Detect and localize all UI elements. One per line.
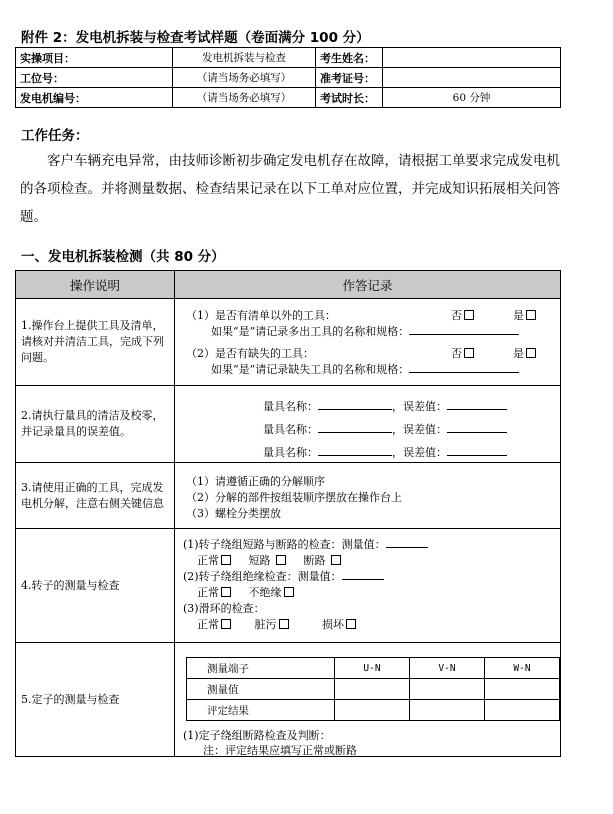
section-heading: 一、发电机拆装检测（共 80 分） <box>21 249 225 265</box>
step-2-answer <box>175 386 561 463</box>
stator-value-row <box>187 679 560 700</box>
gauge-name-label: 量具名称： <box>263 400 318 413</box>
field-admission-no[interactable] <box>383 68 561 88</box>
option-yes[interactable] <box>513 345 536 361</box>
cell-w-n: W-N <box>485 658 560 679</box>
option-label: 短路 <box>248 554 271 567</box>
stator-header-row <box>187 658 560 679</box>
gauge-name-blank[interactable] <box>318 398 392 410</box>
gauge-name-label: 量具名称： <box>263 423 318 436</box>
label-project: 实操项目： <box>16 48 173 68</box>
checkbox[interactable] <box>279 619 289 629</box>
error-label: ，误差值： <box>392 423 447 436</box>
task-heading: 工作任务： <box>21 128 89 144</box>
option-normal[interactable] <box>197 586 231 599</box>
checkbox[interactable] <box>346 619 356 629</box>
gauge-line <box>263 421 507 437</box>
cell-u-n: U-N <box>335 658 410 679</box>
rotor-insulation-check <box>183 568 384 584</box>
cell-value-label: 测量值 <box>187 679 335 700</box>
col-header-instructions: 操作说明 <box>16 271 175 299</box>
checkbox[interactable] <box>221 555 231 565</box>
step-5-desc: 5.定子的测量与检查 <box>16 643 175 757</box>
info-row <box>16 48 561 68</box>
input-u-n-result[interactable] <box>335 700 410 721</box>
label-admission-no: 准考证号： <box>316 68 383 88</box>
checkbox[interactable] <box>221 587 231 597</box>
gauge-name-blank[interactable] <box>318 421 392 433</box>
gauge-line <box>263 444 507 460</box>
rotor-short-open-check <box>183 536 428 552</box>
option-label: 正常 <box>197 586 219 599</box>
q-missing-tools-detail <box>211 361 519 377</box>
value-project: 发电机拆装与检查 <box>173 48 316 68</box>
input-w-n-value[interactable] <box>485 679 560 700</box>
option-damaged[interactable] <box>322 618 356 631</box>
table-row <box>16 463 561 529</box>
input-v-n-value[interactable] <box>410 679 485 700</box>
option-short[interactable] <box>249 554 287 567</box>
error-blank[interactable] <box>447 421 507 433</box>
option-label: 是 <box>513 309 524 322</box>
task-table <box>15 270 561 757</box>
prompt-text: (1)转子绕组短路与断路的检查：测量值： <box>183 538 386 551</box>
error-blank[interactable] <box>447 444 507 456</box>
prompt-text: 如果“是”请记录多出工具的名称和规格： <box>211 325 410 338</box>
checkbox[interactable] <box>464 310 474 320</box>
stator-note: 注：评定结果应填写正常或断路 <box>203 744 357 757</box>
step-1-desc: 1.操作台上提供工具及清单，请核对并清洁工具，完成下列问题。 <box>16 299 175 386</box>
option-not-insulated[interactable] <box>249 586 294 599</box>
checkbox[interactable] <box>526 348 536 358</box>
step-3-desc: 3.请使用正确的工具，完成发电机分解，注意右侧关键信息 <box>16 463 175 529</box>
exam-info-table <box>15 47 561 108</box>
checkbox[interactable] <box>526 310 536 320</box>
cell-result-label: 评定结果 <box>187 700 335 721</box>
checkbox[interactable] <box>331 555 341 565</box>
option-no[interactable] <box>451 345 474 361</box>
option-label: 脏污 <box>254 618 277 631</box>
label-candidate-name: 考生姓名： <box>316 48 383 68</box>
info-row <box>16 68 561 88</box>
option-row <box>197 552 341 568</box>
step-5-answer <box>175 643 561 757</box>
stator-open-check: (1)定子绕组断路检查及判断： <box>183 729 331 742</box>
stator-measure-table <box>186 657 560 721</box>
option-label: 是 <box>513 347 524 360</box>
option-row <box>197 584 294 600</box>
instruction-item: （3）螺栓分类摆放 <box>186 507 281 520</box>
answer-blank[interactable] <box>342 568 384 580</box>
label-duration: 考试时长： <box>316 88 383 108</box>
info-row <box>16 88 561 108</box>
option-label: 否 <box>451 309 462 322</box>
col-header-answers: 作答记录 <box>175 271 561 299</box>
gauge-name-blank[interactable] <box>318 444 392 456</box>
option-row <box>197 616 356 632</box>
option-label: 损坏 <box>322 618 344 631</box>
label-station: 工位号： <box>16 68 173 88</box>
cell-v-n: V-N <box>410 658 485 679</box>
instruction-item: （1）请遵循正确的分解顺序 <box>186 475 325 488</box>
checkbox[interactable] <box>276 555 286 565</box>
step-4-answer <box>175 529 561 643</box>
error-label: ，误差值： <box>392 400 447 413</box>
gauge-line <box>263 398 507 414</box>
field-candidate-name[interactable] <box>383 48 561 68</box>
option-normal[interactable] <box>197 554 231 567</box>
task-description: 客户车辆充电异常，由技师诊断初步确定发电机存在故障，请根据工单要求完成发电机的各项检查。并将测量数据、检查结果记录在以下工单对应位置，并完成知识拓展相关问答题。 <box>20 153 560 225</box>
input-w-n-result[interactable] <box>485 700 560 721</box>
option-dirty[interactable] <box>255 618 289 631</box>
step-4-desc: 4.转子的测量与检查 <box>16 529 175 643</box>
q-extra-tools: （1）是否有清单以外的工具： <box>186 309 336 322</box>
option-label: 正常 <box>197 554 219 567</box>
step-3-answer <box>175 463 561 529</box>
option-label: 否 <box>451 347 462 360</box>
instruction-item: （2）分解的部件按组装顺序摆放在操作台上 <box>186 491 402 504</box>
prompt-text: (2)转子绕组绝缘检查：测量值： <box>183 570 342 583</box>
q-missing-tools: （2）是否有缺失的工具： <box>186 347 314 360</box>
option-label: 断路 <box>303 554 326 567</box>
page-title: 附件 2：发电机拆装与检查考试样题（卷面满分 100 分） <box>21 30 370 46</box>
field-generator-no[interactable]: （请当场务必填写） <box>173 88 316 108</box>
table-row <box>16 529 561 643</box>
checkbox[interactable] <box>221 619 231 629</box>
answer-blank[interactable] <box>386 536 428 548</box>
option-label: 正常 <box>197 618 219 631</box>
table-row <box>16 299 561 386</box>
option-open[interactable] <box>304 554 342 567</box>
gauge-name-label: 量具名称： <box>263 446 318 459</box>
answer-blank[interactable] <box>409 361 519 373</box>
error-blank[interactable] <box>447 398 507 410</box>
label-generator-no: 发电机编号： <box>16 88 173 108</box>
checkbox[interactable] <box>464 348 474 358</box>
option-yes[interactable] <box>513 307 536 323</box>
prompt-text: 如果“是”请记录缺失工具的名称和规格： <box>211 363 410 376</box>
option-normal[interactable] <box>197 618 231 631</box>
answer-blank[interactable] <box>409 323 519 335</box>
input-u-n-value[interactable] <box>335 679 410 700</box>
option-label: 不绝缘 <box>248 586 282 599</box>
q-extra-tools-detail <box>211 323 519 339</box>
stator-result-row <box>187 700 560 721</box>
error-label: ，误差值： <box>392 446 447 459</box>
step-1-answer <box>175 299 561 386</box>
slip-ring-check: (3)滑环的检查： <box>183 602 265 615</box>
step-2-desc: 2.请执行量具的清洁及校零，并记录量具的误差值。 <box>16 386 175 463</box>
table-header-row <box>16 271 561 299</box>
checkbox[interactable] <box>284 587 294 597</box>
cell-terminal-label: 测量端子 <box>187 658 335 679</box>
input-v-n-result[interactable] <box>410 700 485 721</box>
value-duration: 60 分钟 <box>383 88 561 108</box>
option-no[interactable] <box>451 307 474 323</box>
table-row <box>16 643 561 757</box>
table-row <box>16 386 561 463</box>
field-station[interactable]: （请当场务必填写） <box>173 68 316 88</box>
